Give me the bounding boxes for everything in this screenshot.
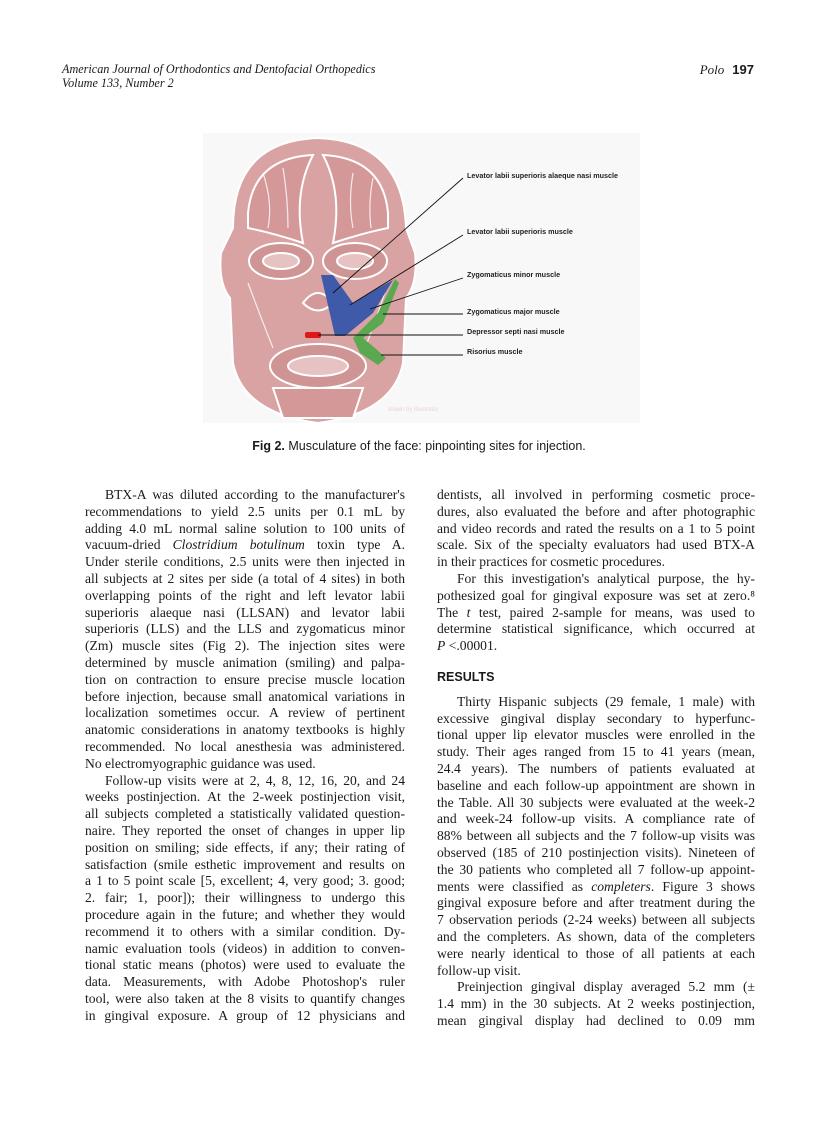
text-line: dures, also evaluated the before and after photographic — [437, 503, 755, 519]
text-line: satisfaction (smile esthetic improvement and results on — [85, 856, 405, 872]
italic-text: P — [437, 638, 446, 654]
text-line: Follow-up visits were at 2, 4, 8, 12, 16, 20, and 24 — [105, 772, 405, 788]
face-illustration — [203, 133, 640, 423]
text-line: Preinjection gingival display averaged 5.2 mm (± — [457, 979, 755, 995]
text-line — [437, 605, 755, 622]
text-line: in gingival exposure. A group of 12 physicians and — [85, 1007, 405, 1023]
text-line: gingival exposure before and after treatment during the — [437, 895, 755, 911]
text-segment: toxin type A. — [304, 537, 405, 553]
text-line — [437, 879, 755, 896]
text-segment: test, paired 2-sample for means, was used to — [470, 604, 755, 620]
text-line: and week-24 follow-up visits. A compliance rate of — [437, 811, 755, 827]
text-line: localization sometimes occur. A review of pertinent — [85, 705, 405, 721]
label-llsan: Levator labii superioris alaeque nasi muscle — [467, 171, 618, 180]
volume-issue: Volume 133, Number 2 — [62, 76, 174, 90]
label-zygomaticus-major: Zygomaticus major muscle — [467, 307, 560, 316]
text-line: determine statistical significance, which occurred at — [437, 621, 755, 637]
text-line: namic evaluation tools (videos) in addition to conven- — [85, 940, 405, 956]
page-number: 197 — [732, 62, 754, 77]
text-segment: . Figure 3 shows — [650, 878, 755, 894]
running-header — [62, 62, 375, 90]
figure-caption — [0, 439, 838, 453]
text-segment: The — [437, 604, 467, 620]
text-segment: ments were classified as — [437, 878, 592, 894]
text-line: recommended. No local anesthesia was administered. — [85, 738, 405, 754]
text-line: Under sterile conditions, 2.5 units were then injected in — [85, 554, 405, 570]
text-line: superioris alaeque nasi (LLSAN) and levator labii — [85, 604, 405, 620]
right-column — [437, 487, 755, 1030]
text-line: For this investigation's analytical purpose, the hy- — [457, 570, 755, 586]
text-line: 7 observation periods (2-24 weeks) between all subjects — [437, 912, 755, 928]
text-line: the 30 patients who completed all 7 follow-up appoint- — [437, 861, 755, 877]
text-line: all subjects completed a statistically validated question- — [85, 806, 405, 822]
text-segment: <.00001. — [445, 638, 498, 654]
text-line: scale. Six of the specialty evaluators had used BTX-A — [437, 537, 755, 553]
journal-title: American Journal of Orthodontics and Dentofacial Orthopedics — [62, 62, 376, 76]
text-line: anatomic considerations in anatomy textbooks is highly — [85, 722, 405, 738]
text-line: data. Measurements, with Adobe Photoshop's ruler — [85, 974, 405, 990]
methods-text — [85, 487, 405, 1025]
text-line: follow-up visit. — [437, 962, 521, 978]
text-line: pothesized goal for gingival exposure was set at zero.⁸ — [437, 587, 755, 603]
text-line: procedure again in the future; and whether they would — [85, 906, 405, 922]
text-line: dentists, all involved in performing cosmetic proce- — [437, 487, 755, 502]
face-drawing — [220, 138, 415, 423]
text-line: mean gingival display had declined to 0.09 mm — [437, 1012, 755, 1028]
italic-text: t — [466, 604, 471, 620]
text-line: adding 4.0 mL normal saline solution to 100 units of — [85, 520, 405, 536]
italic-text: completers — [591, 878, 651, 894]
text-line: naire. They reported the onset of changes in upper lip — [85, 822, 405, 838]
text-line: 24.4 years). The numbers of patients evaluated at — [437, 760, 755, 776]
text-line: Thirty Hispanic subjects (29 female, 1 male) with — [457, 693, 755, 709]
text-line: 1.4 mm) in the 30 subjects. At 2 weeks postinjection, — [437, 996, 755, 1012]
text-line: superioris (LLS) and the LLS and zygomaticus minor — [85, 621, 405, 637]
author-name: Polo — [699, 62, 725, 77]
results-text — [437, 694, 755, 1030]
text-line: BTX-A was diluted according to the manufacturer's — [105, 487, 405, 502]
methods-text-continued — [437, 487, 755, 655]
italic-text: Clostridium botulinum — [172, 537, 305, 553]
caption-label: Fig 2. — [252, 439, 285, 453]
text-line: study. Their ages ranged from 15 to 41 years (mean, — [437, 744, 755, 760]
text-line: and the completers. As shown, data of the completers — [437, 928, 755, 944]
text-line: position on smiling; side effects, if any; their rating of — [85, 839, 405, 855]
text-line: tool, were also taken at the 8 visits to quantify changes — [85, 990, 405, 1006]
text-line — [437, 638, 755, 655]
text-line: the Table. All 30 subjects were evaluated at the week-2 — [437, 794, 755, 810]
left-column — [85, 487, 405, 1025]
text-line: in their practices for cosmetic procedures. — [437, 554, 665, 570]
caption-text: Musculature of the face: pinpointing sites for injection. — [288, 439, 586, 453]
text-line: were nearly identical to those of all patients at each — [437, 945, 755, 961]
face-musculature-figure — [203, 133, 640, 423]
page-header-right — [700, 62, 754, 78]
text-line: tional static means (photos) were used to evaluate the — [85, 957, 405, 973]
text-segment: vacuum-dried — [85, 537, 173, 553]
illustrator-watermark: drawn by illustrator — [388, 407, 439, 413]
text-line: recommend it to others with a similar condition. Dy- — [85, 923, 405, 939]
text-line: all subjects at 2 sites per side (a total of 4 sites) in both — [85, 570, 405, 586]
text-line: observed (185 of 210 postinjection visits). Nineteen of — [437, 844, 755, 860]
text-line — [85, 537, 405, 554]
text-line: tional upper lip elevator muscles were enrolled in the — [437, 727, 755, 743]
text-line: and video records and rated the results on a 1 to 5 point — [437, 520, 755, 536]
text-line: determined by muscle animation (smiling) and palpa- — [85, 654, 405, 670]
label-lls: Levator labii superioris muscle — [467, 227, 573, 236]
results-heading: RESULTS — [437, 669, 495, 684]
text-line: overlapping points of the right and left levator labii — [85, 587, 405, 603]
text-line: (Zm) muscle sites (Fig 2). The injection sites were — [85, 638, 405, 654]
text-line: before injection, because small anatomical variations in — [85, 688, 405, 704]
text-line: 88% between all subjects and the 7 follow-up visits was — [437, 828, 755, 844]
label-depressor-septi: Depressor septi nasi muscle — [467, 327, 565, 336]
label-zygomaticus-minor: Zygomaticus minor muscle — [467, 270, 561, 279]
label-risorius: Risorius muscle — [467, 347, 523, 356]
text-line: 2. fair; 1, poor]); their willingness to undergo this — [85, 890, 405, 906]
text-line: baseline and each follow-up appointment are shown in — [437, 777, 755, 793]
text-line: No electromyographic guidance was used. — [85, 755, 316, 771]
text-line: excessive gingival display secondary to hyperfunc- — [437, 710, 755, 726]
text-line: a 1 to 5 point scale [5, excellent; 4, very good; 3. good; — [85, 873, 405, 889]
text-line: tion on contraction to ensure precise muscle location — [85, 671, 405, 687]
text-line: recommendations to yield 2.5 units per 0.1 mL by — [85, 503, 405, 519]
text-line: weeks postinjection. At the 2-week postinjection visit, — [85, 789, 405, 805]
